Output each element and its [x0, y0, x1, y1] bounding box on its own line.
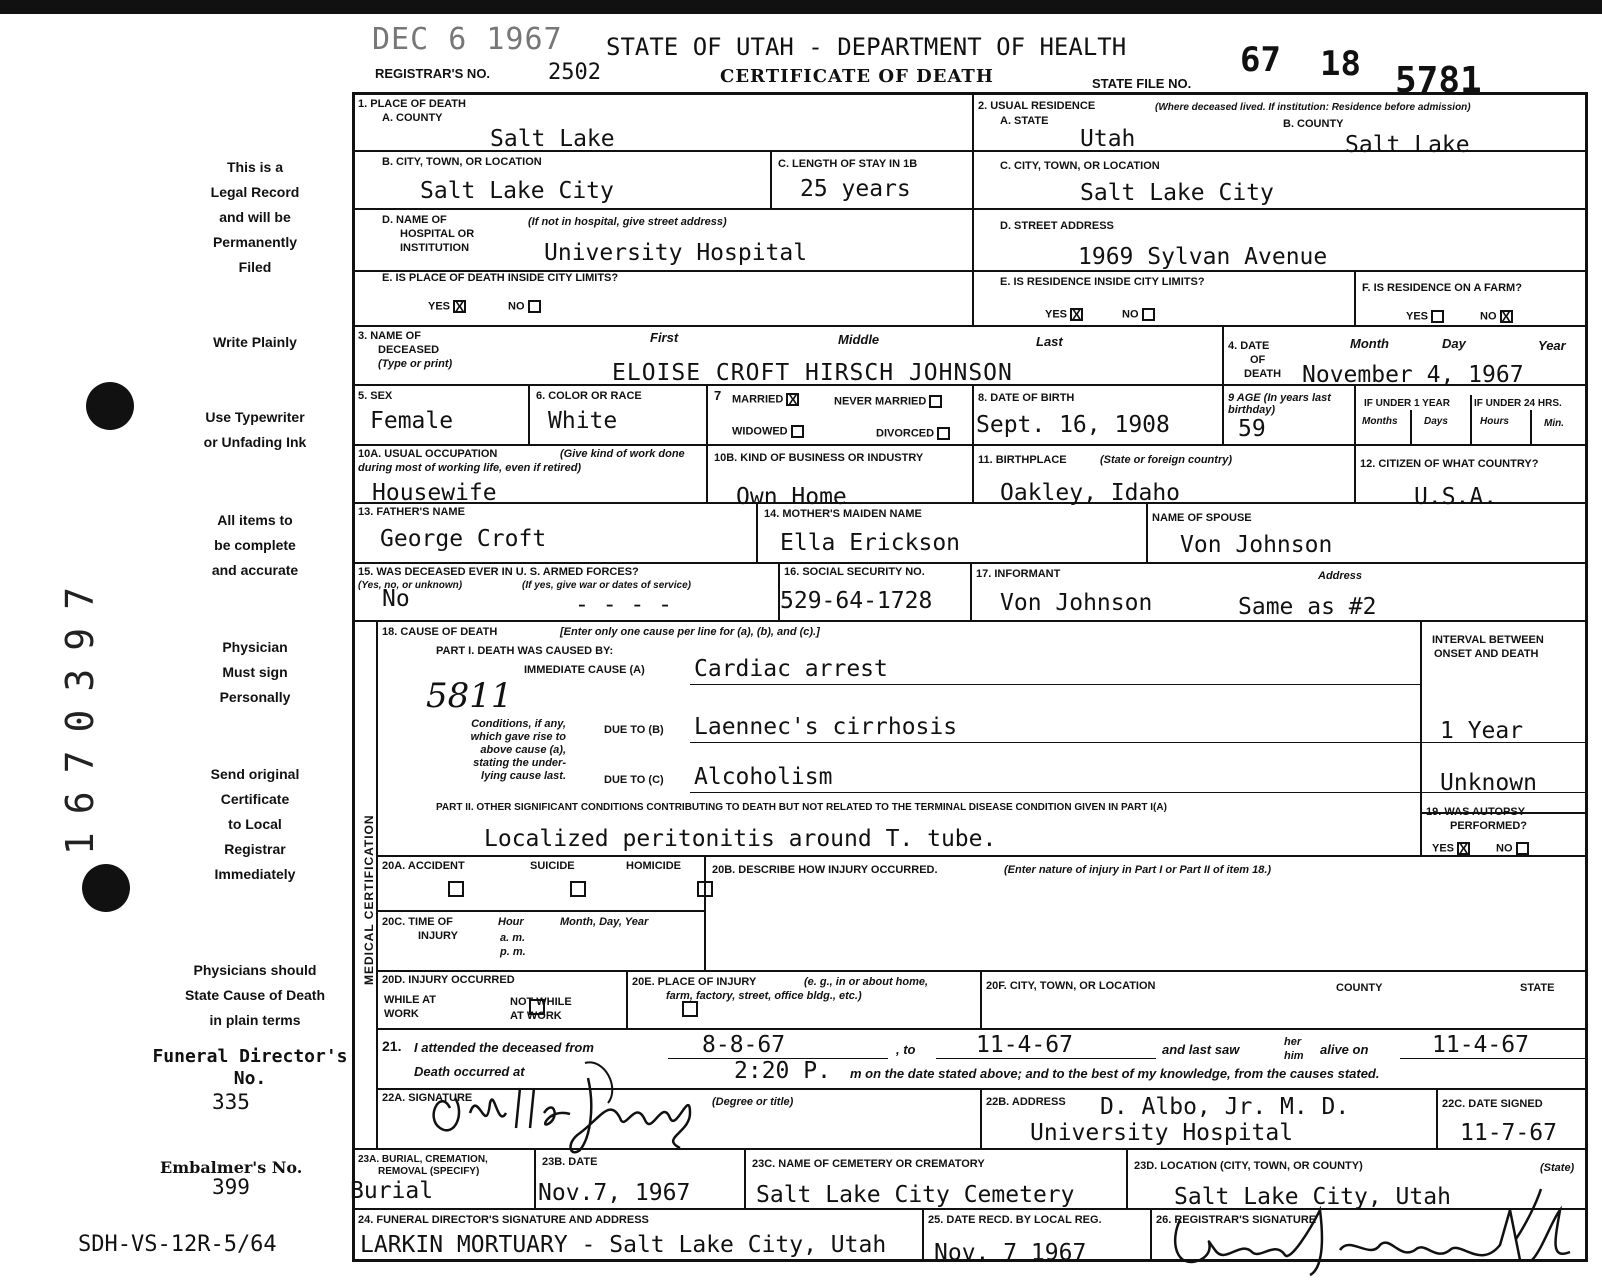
received-stamp: DEC 6 1967 [372, 22, 563, 57]
form-number: SDH-VS-12R-5/64 [78, 1232, 277, 1257]
row-line-4 [352, 325, 1588, 327]
cause-label: 18. CAUSE OF DEATH [382, 626, 498, 638]
col-line-20b [704, 855, 706, 970]
residence-label: 2. USUAL RESIDENCE [978, 100, 1096, 112]
race-value: White [548, 408, 618, 434]
birthplace-value: Oakley, Idaho [1000, 480, 1181, 506]
autopsy-no-checkbox[interactable] [1516, 842, 1529, 855]
sidebar-physician: Physician Must sign Personally [219, 639, 291, 705]
last-saw-label: and last saw [1162, 1042, 1240, 1057]
death-county: Salt Lake [490, 126, 615, 152]
res-inside-no-checkbox[interactable] [1142, 308, 1155, 321]
last-saw-underline [1400, 1058, 1588, 1059]
citizen-label: 12. CITIZEN OF WHAT COUNTRY? [1360, 458, 1539, 470]
attended-label: I attended the deceased from [414, 1040, 594, 1055]
autopsy-label-a: 19. WAS AUTOPSY [1426, 806, 1526, 818]
registrar-label: REGISTRAR'S NO. [375, 66, 491, 81]
due-b-cause: Laennec's cirrhosis [694, 714, 958, 740]
street-label: D. STREET ADDRESS [1000, 220, 1114, 232]
form-subtitle: CERTIFICATE OF DEATH [720, 66, 994, 87]
under-1-year-label: IF UNDER 1 YEAR [1364, 398, 1450, 409]
father-label: 13. FATHER'S NAME [358, 506, 465, 518]
row-line-9 [352, 620, 1588, 622]
burial-date: Nov.7, 1967 [538, 1180, 691, 1206]
interval-c: Unknown [1440, 770, 1537, 796]
interval-label-b: ONSET AND DEATH [1434, 648, 1539, 660]
farm-yes[interactable]: YES [1406, 310, 1444, 323]
col-line-interval [1420, 620, 1422, 855]
accident-label: 20A. ACCIDENT [382, 860, 465, 872]
binder-hole-top [86, 382, 134, 430]
forces-value: No [382, 586, 410, 612]
divorced-checkbox[interactable] [937, 427, 950, 440]
burial-location: Salt Lake City, Utah [1174, 1184, 1451, 1210]
hours-label: Hours [1480, 416, 1509, 427]
due-c-cause: Alcoholism [694, 764, 833, 790]
col-line-17 [970, 562, 972, 620]
while-label-b: WORK [384, 1008, 419, 1020]
am-label: a. m. [500, 932, 526, 944]
last-saw-date: 11-4-67 [1432, 1032, 1529, 1058]
farm-yes-checkbox[interactable] [1431, 310, 1444, 323]
forces-note-a: (Yes, no, or unknown) [358, 580, 463, 591]
while-label-a: WHILE AT [384, 994, 436, 1006]
col-line-spouse [1146, 502, 1148, 562]
deceased-label-c: (Type or print) [378, 358, 453, 370]
street-address: 1969 Sylvan Avenue [1078, 244, 1328, 270]
binder-hole-bottom [82, 864, 130, 912]
informant-label: 17. INFORMANT [976, 568, 1061, 580]
top-band [0, 0, 1602, 14]
physician-address: University Hospital [1030, 1120, 1294, 1146]
injury-desc-note: (Enter nature of injury in Part I or Part II of item 18.) [1004, 864, 1272, 876]
cause-code: 5811 [426, 676, 513, 716]
cemetery-name: Salt Lake City Cemetery [756, 1182, 1075, 1208]
immediate-label: IMMEDIATE CAUSE (A) [524, 664, 645, 676]
her-label: her [1284, 1036, 1302, 1048]
attended-to: 11-4-67 [976, 1032, 1073, 1058]
place-injury-label: 20E. PLACE OF INJURY [632, 976, 757, 988]
date-recd-label: 25. DATE RECD. BY LOCAL REG. [928, 1214, 1102, 1226]
col-line-8 [972, 384, 974, 502]
ssn-label: 16. SOCIAL SECURITY NO. [784, 566, 925, 578]
not-while-label-a: NOT WHILE [510, 996, 572, 1008]
row-line-20c [376, 910, 706, 912]
burial-state-label: (State) [1540, 1162, 1575, 1174]
death-occurred-label: Death occurred at [414, 1064, 525, 1079]
res-county: Salt Lake [1345, 132, 1470, 158]
death-place-label: 1. PLACE OF DEATH [358, 98, 466, 110]
sex-value: Female [370, 408, 454, 434]
occupation-value: Housewife [372, 480, 497, 506]
date-of-birth: Sept. 16, 1908 [976, 412, 1170, 438]
cause-b-line [690, 742, 1420, 743]
row-line-21 [376, 1028, 1588, 1030]
age-label: 9 AGE (In years last birthday) [1228, 392, 1331, 416]
farm-label: F. IS RESIDENCE ON A FARM? [1362, 282, 1522, 294]
forces-note-b: (If yes, give war or dates of service) [522, 580, 691, 591]
forces-label: 15. WAS DECEASED EVER IN U. S. ARMED FORCES? [358, 566, 639, 578]
accident-checkbox[interactable] [448, 881, 464, 897]
embalmer-label: Embalmer's No. [160, 1158, 303, 1177]
conditions-note: Conditions, if any, which gave rise to above cause (a), stating the under- lying cause last. [470, 718, 566, 782]
due-b-label: DUE TO (B) [604, 724, 664, 736]
col-line-20f [980, 970, 982, 1028]
occurred-label: 20D. INJURY OCCURRED [382, 974, 515, 986]
to-underline [936, 1058, 1156, 1059]
informant-address: Same as #2 [1238, 594, 1377, 620]
month-label: Month [1350, 336, 1389, 351]
date-received: Nov. 7 1967 [934, 1240, 1087, 1266]
funeral-director-no: 335 [212, 1090, 250, 1114]
interval-label-a: INTERVAL BETWEEN [1432, 634, 1544, 646]
burial-method: Burial [350, 1178, 434, 1204]
burial-date-label: 23B. DATE [542, 1156, 598, 1168]
death-city-label: B. CITY, TOWN, OR LOCATION [382, 156, 542, 168]
sidebar-send: Send original Certificate to Local Registrar Immediately [210, 766, 300, 882]
cemetery-label: 23C. NAME OF CEMETERY OR CREMATORY [752, 1158, 985, 1170]
col-line-26 [1150, 1208, 1152, 1262]
col-line-5 [528, 384, 530, 444]
row-line-20d [376, 970, 1588, 972]
never-married-option[interactable]: NEVER MARRIED [834, 395, 942, 408]
first-name-label: First [650, 330, 679, 345]
col-line-hr [1530, 410, 1532, 444]
marital-num: 7 [714, 388, 722, 403]
homicide-checkbox[interactable] [697, 881, 713, 897]
father-name: George Croft [380, 526, 547, 552]
day-label: Day [1442, 336, 1466, 351]
deceased-label-a: 3. NAME OF [358, 330, 421, 342]
state-file-no-c: 5781 [1395, 60, 1482, 101]
death-inside-yes-checkbox[interactable]: X [453, 300, 466, 313]
stay-label: C. LENGTH OF STAY IN 1B [778, 158, 918, 170]
res-city-label: C. CITY, TOWN, OR LOCATION [1000, 160, 1160, 172]
under-24-hrs-label: IF UNDER 24 HRS. [1474, 398, 1562, 409]
race-label: 6. COLOR OR RACE [536, 390, 642, 402]
mother-name: Ella Erickson [780, 530, 961, 556]
state-file-label: STATE FILE NO. [1092, 76, 1192, 91]
res-county-label: B. COUNTY [1283, 118, 1344, 130]
res-inside-yes[interactable]: YES X [1045, 308, 1083, 321]
never-married-checkbox[interactable] [929, 395, 942, 408]
pm-label: p. m. [500, 946, 526, 958]
place-injury-note-b: farm, factory, street, office bldg., etc.) [666, 990, 862, 1002]
hospital-label-c: INSTITUTION [400, 242, 470, 254]
sidebar-write: Write Plainly [213, 334, 297, 350]
attended-from: 8-8-67 [702, 1032, 786, 1058]
embalmer-no: 399 [212, 1175, 250, 1199]
death-statement: m on the date stated above; and to the best of my knowledge, from the causes stated. [850, 1066, 1380, 1081]
res-state-label: A. STATE [1000, 115, 1049, 127]
occupation-note-a: (Give kind of work done [560, 448, 685, 460]
degree-label: (Degree or title) [712, 1096, 794, 1108]
death-time: 2:20 P. [734, 1058, 831, 1084]
registrar-sig-label: 26. REGISTRAR'S SIGNATURE [1156, 1214, 1317, 1226]
autopsy-yes-checkbox[interactable]: X [1457, 842, 1470, 855]
cause-note: [Enter only one cause per line for (a), (b), and (c).] [560, 626, 820, 638]
cause-a-line [690, 684, 1420, 685]
hour-label: Hour [498, 916, 524, 928]
spouse-label: NAME OF SPOUSE [1152, 512, 1252, 524]
injury-desc-label: 20B. DESCRIBE HOW INJURY OCCURRED. [712, 864, 938, 876]
date-death-label-c: DEATH [1244, 368, 1282, 380]
col-line-6 [706, 384, 708, 502]
suicide-label: SUICIDE [530, 860, 575, 872]
row-line-20a [376, 855, 1588, 857]
interval-b: 1 Year [1440, 718, 1524, 744]
months-label: Months [1362, 416, 1398, 427]
occupation-note-b: during most of working life, even if retired) [358, 462, 582, 474]
col-line-9b [1470, 395, 1472, 444]
widowed-option[interactable]: WIDOWED [732, 425, 804, 438]
col-line-2f [1354, 270, 1356, 325]
burial-method-label-b: REMOVAL (SPECIFY) [378, 1166, 480, 1177]
dob-label: 8. DATE OF BIRTH [978, 392, 1075, 404]
informant-name: Von Johnson [1000, 590, 1153, 616]
col-line-22b [980, 1088, 982, 1148]
married-checkbox[interactable]: X [786, 393, 799, 406]
col-line-1c [770, 150, 772, 208]
col-line-23d [1126, 1148, 1128, 1208]
funeral-director: LARKIN MORTUARY - Salt Lake City, Utah [360, 1232, 887, 1258]
sidebar-cause: Physicians should State Cause of Death in plain terms [184, 962, 326, 1028]
autopsy-no[interactable]: NO [1496, 842, 1529, 855]
attendance-num: 21. [382, 1038, 402, 1054]
citizen-value: U.S.A. [1414, 484, 1498, 510]
to-label: , to [896, 1042, 916, 1057]
farm-no-checkbox[interactable]: X [1500, 310, 1513, 323]
deceased-name: ELOISE CROFT HIRSCH JOHNSON [612, 360, 1013, 386]
deceased-label-b: DECEASED [378, 344, 440, 356]
sidebar-typewriter: Use Typewriter or Unfading Ink [203, 409, 307, 450]
physician-address-label: 22B. ADDRESS [986, 1096, 1066, 1108]
death-inside-label: E. IS PLACE OF DEATH INSIDE CITY LIMITS? [382, 272, 619, 284]
sidebar-items: All items to be complete and accurate [211, 512, 299, 578]
date-death-label-b: OF [1250, 354, 1266, 366]
him-label: him [1284, 1050, 1304, 1062]
age-value: 59 [1238, 416, 1266, 442]
middle-name-label: Middle [838, 332, 880, 347]
informant-address-label: Address [1318, 570, 1363, 582]
physician-name: D. Albo, Jr. M. D. [1100, 1094, 1350, 1120]
suicide-checkbox[interactable] [570, 881, 586, 897]
part2-conditions: Localized peritonitis around T. tube. [484, 826, 997, 852]
burial-method-label-a: 23A. BURIAL, CREMATION, [358, 1154, 488, 1165]
col-line-22c [1436, 1088, 1438, 1148]
sex-label: 5. SEX [358, 390, 393, 402]
burial-location-label: 23D. LOCATION (CITY, TOWN, OR COUNTY) [1134, 1160, 1363, 1172]
col-line-mo [1410, 410, 1412, 444]
date-of-death: November 4, 1967 [1302, 362, 1524, 388]
col-line-25 [922, 1208, 924, 1262]
last-name-label: Last [1036, 334, 1063, 349]
death-inside-yes[interactable]: YES X [428, 300, 466, 313]
row-line-2 [352, 208, 1588, 210]
col-line-14 [756, 502, 758, 562]
date-signed: 11-7-67 [1460, 1120, 1557, 1146]
not-while-at-work-checkbox[interactable] [682, 1001, 698, 1017]
death-inside-no-checkbox[interactable] [528, 300, 541, 313]
col-line-9 [1354, 384, 1356, 502]
form-title: STATE OF UTAH - DEPARTMENT OF HEALTH [606, 33, 1127, 61]
injury-state-label: STATE [1520, 982, 1555, 994]
homicide-label: HOMICIDE [626, 860, 681, 872]
divorced-option[interactable]: DIVORCED [876, 427, 950, 440]
corner-mark [1496, 1184, 1566, 1244]
res-city: Salt Lake City [1080, 180, 1274, 206]
occupation-label: 10A. USUAL OCCUPATION [358, 448, 498, 460]
medical-certification-label: MEDICAL CERTIFICATION [362, 814, 376, 985]
col-line-20e [626, 970, 628, 1028]
hospital-name: University Hospital [544, 240, 808, 266]
res-inside-yes-checkbox[interactable]: X [1070, 308, 1083, 321]
time-injury-label-a: 20C. TIME OF [382, 916, 453, 928]
res-inside-no[interactable]: NO [1122, 308, 1155, 321]
hospital-label-b: HOSPITAL OR [400, 228, 475, 240]
immediate-cause: Cardiac arrest [694, 656, 888, 682]
sidebar-legal: This is a Legal Record and will be Permanently Filed [210, 159, 300, 275]
res-state: Utah [1080, 126, 1136, 152]
death-county-label: A. COUNTY [382, 112, 443, 124]
farm-no[interactable]: NO X [1480, 310, 1513, 323]
widowed-checkbox[interactable] [791, 425, 804, 438]
state-file-no-a: 67 [1240, 40, 1281, 80]
days-label: Days [1424, 416, 1448, 427]
injury-city-label: 20F. CITY, TOWN, OR LOCATION [986, 980, 1156, 992]
date-death-label-a: 4. DATE [1228, 340, 1270, 352]
married-option[interactable]: MARRIED X [732, 393, 799, 406]
death-inside-no[interactable]: NO [508, 300, 541, 313]
part1-label: PART I. DEATH WAS CAUSED BY: [436, 645, 614, 657]
autopsy-label-b: PERFORMED? [1450, 820, 1527, 832]
ssn-value: 529-64-1728 [780, 588, 933, 614]
col-line-1 [972, 92, 974, 325]
birthplace-label: 11. BIRTHPLACE [978, 454, 1067, 466]
state-file-no-b: 18 [1320, 44, 1361, 84]
business-value: Own Home [736, 484, 847, 510]
alive-label: alive on [1320, 1042, 1369, 1057]
res-inside-label: E. IS RESIDENCE INSIDE CITY LIMITS? [1000, 276, 1205, 288]
year-label: Year [1538, 338, 1566, 353]
row-line-6 [352, 444, 1588, 446]
injury-county-label: COUNTY [1336, 982, 1383, 994]
forces-dates: - - - - [575, 592, 672, 618]
cause-c-line [690, 792, 1420, 793]
business-label: 10B. KIND OF BUSINESS OR INDUSTRY [714, 452, 924, 464]
col-line-4 [1222, 325, 1224, 445]
spouse-name: Von Johnson [1180, 532, 1333, 558]
stay-value: 25 years [800, 176, 911, 202]
birthplace-note: (State or foreign country) [1100, 454, 1233, 466]
vertical-serial: 1670397 [58, 568, 102, 856]
funeral-director-label: Funeral Director's No. [152, 1046, 348, 1089]
death-city: Salt Lake City [420, 178, 614, 204]
mother-label: 14. MOTHER'S MAIDEN NAME [764, 508, 922, 520]
row-line-7 [352, 502, 1588, 504]
physician-signature [420, 1058, 750, 1158]
time-injury-label-b: INJURY [418, 930, 458, 942]
due-c-label: DUE TO (C) [604, 774, 664, 786]
autopsy-yes[interactable]: YES X [1432, 842, 1470, 855]
col-line-medical [376, 620, 378, 1148]
not-while-label-b: AT WORK [510, 1010, 562, 1022]
mdy-label: Month, Day, Year [560, 916, 649, 928]
date-signed-label: 22C. DATE SIGNED [1442, 1098, 1543, 1110]
place-injury-note-a: (e. g., in or about home, [804, 976, 929, 988]
registrar-no: 2502 [548, 60, 601, 85]
residence-note: (Where deceased lived. If institution: Residence before admission) [1155, 102, 1471, 113]
funeral-director-sig-label: 24. FUNERAL DIRECTOR'S SIGNATURE AND ADDRESS [358, 1214, 649, 1226]
signature-label: 22A. SIGNATURE [382, 1092, 473, 1104]
part2-label: PART II. OTHER SIGNIFICANT CONDITIONS CONTRIBUTING TO DEATH BUT NOT RELATED TO THE TERMINAL DISEASE CONDITION GIVEN IN PART I(A) [436, 802, 1167, 813]
min-label: Min. [1544, 418, 1564, 429]
hospital-label-a: D. NAME OF [382, 214, 447, 226]
hospital-note: (If not in hospital, give street address) [528, 216, 727, 228]
